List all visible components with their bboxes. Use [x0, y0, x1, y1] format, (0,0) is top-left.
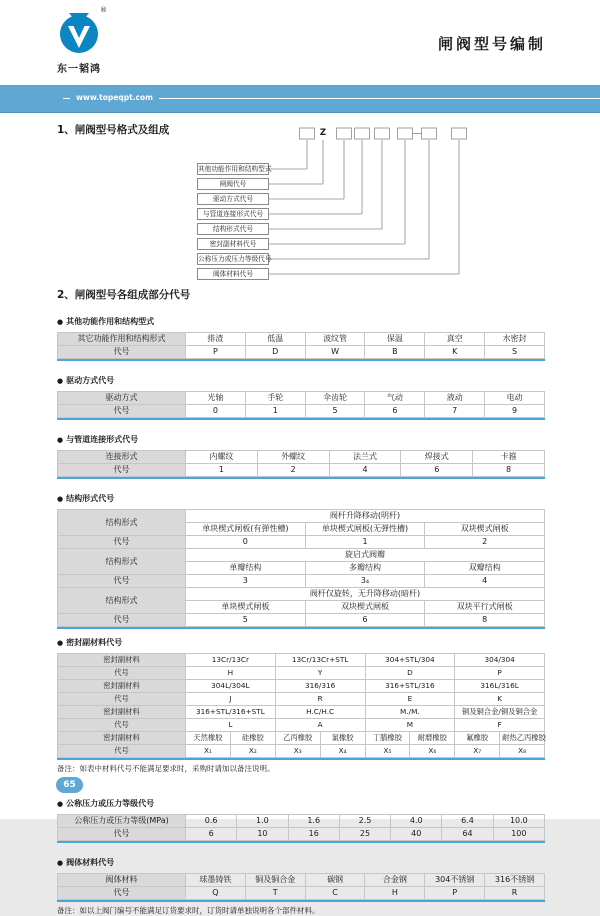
- code-cell: R: [275, 693, 365, 706]
- page-number-badge: 65: [56, 777, 83, 793]
- table-cell: 天然橡胶: [186, 732, 231, 745]
- bullet-label: 密封副材料代号: [66, 638, 123, 647]
- code-cell: 6: [365, 405, 425, 418]
- table-cell: 耐磨橡胶: [410, 732, 455, 745]
- bullet-label: 阀体材料代号: [66, 858, 115, 867]
- diagram-label: 结构形式代号: [197, 223, 269, 235]
- table-cell: 液动: [425, 392, 485, 405]
- table-cell: 氟橡胶: [455, 732, 500, 745]
- table-cell: 316+STL/316+STL: [186, 706, 276, 719]
- code-cell: D: [365, 667, 455, 680]
- code-cell: 0: [186, 405, 246, 418]
- code-cell: 10: [237, 828, 288, 841]
- row-label: 代号: [58, 667, 186, 680]
- table-structure-form: [57, 509, 545, 629]
- code-cell: 3₄: [305, 575, 425, 588]
- row-label: 其它功能作用和结构形式: [58, 333, 186, 346]
- code-cell: 2: [425, 536, 545, 549]
- diagram-label: 密封副材料代号: [197, 238, 269, 250]
- table-cell: 乙丙橡胶: [275, 732, 320, 745]
- code-cell: L: [186, 719, 276, 732]
- table-cell: 4.0: [391, 815, 442, 828]
- code-cell: J: [186, 693, 276, 706]
- code-cell: 1: [245, 405, 305, 418]
- table-cell: 双块楔式闸板: [305, 601, 425, 614]
- bullet-label: 与管道连接形式代号: [66, 435, 139, 444]
- code-cell: Q: [186, 887, 246, 900]
- table-cell: 304L/304L: [186, 680, 276, 693]
- row-label: 代号: [58, 745, 186, 758]
- table-cell: 电动: [485, 392, 545, 405]
- code-cell: 6: [401, 464, 473, 477]
- row-label: 代号: [58, 719, 186, 732]
- table-cell: 304不锈钢: [425, 874, 485, 887]
- code-cell: 3: [186, 575, 306, 588]
- table-cell: 水密封: [485, 333, 545, 346]
- diagram-label: 公称压力或压力等级代号: [198, 255, 272, 263]
- section2-title: 2、闸阀型号各组成部分代号: [57, 289, 191, 301]
- table-cell: 13Cr/13Cr+STL: [275, 654, 365, 667]
- model-position-box: [355, 128, 370, 139]
- code-cell: R: [485, 887, 545, 900]
- brand-name: 东一韬鸿: [57, 64, 101, 75]
- bullet-label: 公称压力或压力等级代号: [66, 799, 155, 808]
- table-cell: 内螺纹: [186, 451, 258, 464]
- row-label: 驱动方式: [58, 392, 186, 405]
- model-position-box: [375, 128, 390, 139]
- row-label: 密封副材料: [58, 654, 186, 667]
- table-cell: 合金钢: [365, 874, 425, 887]
- diagram-label: 其他功能作用和结构型式: [198, 165, 272, 173]
- bullet-icon: ●: [57, 376, 64, 385]
- table-cell: 伞齿轮: [305, 392, 365, 405]
- diagram-label: 阀体材料代号: [197, 268, 269, 280]
- page-title: 闸阀型号编制: [437, 35, 546, 53]
- table-cell: 排渣: [186, 333, 246, 346]
- row-label: 代号: [58, 405, 186, 418]
- table-cell: M./M.: [365, 706, 455, 719]
- table-cell: 硅橡胶: [230, 732, 275, 745]
- table-cell: 316+STL/316: [365, 680, 455, 693]
- code-cell: M: [365, 719, 455, 732]
- row-label: 代号: [58, 693, 186, 706]
- group-header-cell: 阀杆仅旋转，无升降移动(暗杆): [186, 588, 545, 601]
- code-cell: 8: [473, 464, 545, 477]
- bullet-structure: [57, 493, 600, 504]
- row-label: 公称压力或压力等级(MPa): [58, 815, 186, 828]
- group-header-cell: 阀杆升降移动(明杆): [186, 510, 545, 523]
- brand-logo-icon: [56, 7, 102, 57]
- code-cell: B: [365, 346, 425, 359]
- table-cell: 316/316: [275, 680, 365, 693]
- code-cell: W: [305, 346, 365, 359]
- table-connection-form: [57, 450, 545, 479]
- table-cell: 2.5: [339, 815, 390, 828]
- table-cell: 双块平行式闸板: [425, 601, 545, 614]
- row-label: 连接形式: [58, 451, 186, 464]
- table-cell: 10.0: [493, 815, 544, 828]
- bullet-icon: ●: [57, 317, 64, 326]
- diagram-label: 闸阀代号: [197, 178, 269, 190]
- table-cell: 0.6: [186, 815, 237, 828]
- model-position-box: [398, 128, 413, 139]
- row-label: 阀体材料: [58, 874, 186, 887]
- body-table-note: 备注：如以上阀门编号不能满足订货要求时，订货时请单独说明各个部件材料。: [57, 906, 320, 915]
- row-label: 密封副材料: [58, 706, 186, 719]
- bullet-label: 结构形式代号: [66, 494, 115, 503]
- model-position-box: [337, 128, 352, 139]
- row-label: 代号: [58, 575, 186, 588]
- code-cell: X₂: [230, 745, 275, 758]
- table-seal-material: [57, 653, 545, 760]
- model-format-diagram: [0, 113, 600, 285]
- table-cell: 耐热乙丙橡胶: [500, 732, 545, 745]
- code-cell: C: [305, 887, 365, 900]
- table-cell: 多瓣结构: [305, 562, 425, 575]
- model-position-box: [422, 128, 437, 139]
- table-body-material: [57, 873, 545, 902]
- table-cell: 单瓣结构: [186, 562, 306, 575]
- code-cell: K: [455, 693, 545, 706]
- table-other-function: [57, 332, 545, 361]
- code-cell: H: [186, 667, 276, 680]
- group-header-cell: 旋启式阀瓣: [186, 549, 545, 562]
- code-cell: 5: [186, 614, 306, 627]
- table-cell: 单块楔式闸板: [186, 601, 306, 614]
- table-cell: 铜及铜合金: [245, 874, 305, 887]
- bullet-drive: [57, 375, 600, 386]
- diagram-label: 驱动方式代号: [197, 193, 269, 205]
- code-cell: X₈: [500, 745, 545, 758]
- table-cell: 真空: [425, 333, 485, 346]
- bullet-icon: ●: [57, 435, 64, 444]
- table-cell: 铜及铜合金/铜及铜合金: [455, 706, 545, 719]
- section1-title: 1、闸阀型号格式及组成: [57, 124, 170, 136]
- row-label: 代号: [58, 614, 186, 627]
- bullet-pressure: [57, 798, 600, 809]
- code-cell: E: [365, 693, 455, 706]
- table-cell: 保温: [365, 333, 425, 346]
- code-cell: 2: [257, 464, 329, 477]
- website-text: www.topeqpt.com: [70, 93, 159, 103]
- table-cell: H.C/H.C: [275, 706, 365, 719]
- code-cell: 40: [391, 828, 442, 841]
- bullet-icon: ●: [57, 799, 64, 808]
- bullet-icon: ●: [57, 638, 64, 647]
- table-cell: 光轴: [186, 392, 246, 405]
- table-cell: 6.4: [442, 815, 493, 828]
- table-cell: 304+STL/304: [365, 654, 455, 667]
- row-label: 代号: [58, 346, 186, 359]
- table-cell: 低温: [245, 333, 305, 346]
- bullet-connection: [57, 434, 600, 445]
- table-cell: 焊接式: [401, 451, 473, 464]
- table-cell: 氯橡胶: [320, 732, 365, 745]
- code-cell: H: [365, 887, 425, 900]
- table-cell: 1.0: [237, 815, 288, 828]
- code-cell: Y: [275, 667, 365, 680]
- code-cell: 6: [186, 828, 237, 841]
- code-cell: 8: [425, 614, 545, 627]
- table-cell: 双块楔式闸板: [425, 523, 545, 536]
- row-label: 代号: [58, 828, 186, 841]
- table-pressure-class: [57, 814, 545, 843]
- bullet-body-material: [57, 857, 600, 868]
- code-cell: P: [455, 667, 545, 680]
- code-cell: 64: [442, 828, 493, 841]
- table-cell: 单块楔式闸板(有弹性槽): [186, 523, 306, 536]
- row-label: 代号: [58, 536, 186, 549]
- code-cell: K: [425, 346, 485, 359]
- code-cell: S: [485, 346, 545, 359]
- code-cell: 4: [425, 575, 545, 588]
- code-cell: 1: [305, 536, 425, 549]
- code-cell: P: [425, 887, 485, 900]
- table-cell: 316L/316L: [455, 680, 545, 693]
- code-cell: X₇: [455, 745, 500, 758]
- code-cell: D: [245, 346, 305, 359]
- code-cell: 7: [425, 405, 485, 418]
- code-cell: 4: [329, 464, 401, 477]
- code-cell: 16: [288, 828, 339, 841]
- model-position-box: [300, 128, 315, 139]
- code-cell: 6: [305, 614, 425, 627]
- code-cell: 25: [339, 828, 390, 841]
- code-cell: 5: [305, 405, 365, 418]
- bullet-label: 其他功能作用和结构型式: [66, 317, 155, 326]
- bullet-icon: ●: [57, 858, 64, 867]
- diagram-label: 与管道连接形式代号: [197, 208, 269, 220]
- section-model-format: [0, 113, 600, 285]
- table-cell: 手轮: [245, 392, 305, 405]
- table-cell: 316不锈钢: [485, 874, 545, 887]
- table-cell: 卡箍: [473, 451, 545, 464]
- page-header: [0, 0, 600, 85]
- code-cell: T: [245, 887, 305, 900]
- code-cell: X₆: [410, 745, 455, 758]
- table-cell: 双瓣结构: [425, 562, 545, 575]
- code-cell: 9: [485, 405, 545, 418]
- website-band: [0, 85, 600, 113]
- table-cell: 304/304: [455, 654, 545, 667]
- table-cell: 法兰式: [329, 451, 401, 464]
- row-label: 密封副材料: [58, 732, 186, 745]
- row-label: 代号: [58, 464, 186, 477]
- table-cell: 气动: [365, 392, 425, 405]
- code-cell: X₄: [320, 745, 365, 758]
- bullet-seal: [57, 637, 600, 648]
- table-cell: 球墨铸铁: [186, 874, 246, 887]
- row-label: 密封副材料: [58, 680, 186, 693]
- row-label: 结构形式: [58, 549, 186, 575]
- model-position-box: [452, 128, 467, 139]
- row-label: 结构形式: [58, 510, 186, 536]
- table-cell: 1.6: [288, 815, 339, 828]
- code-cell: X₁: [186, 745, 231, 758]
- code-cell: X₃: [275, 745, 320, 758]
- code-cell: P: [186, 346, 246, 359]
- row-label: 代号: [58, 887, 186, 900]
- bullet-icon: ●: [57, 494, 64, 503]
- row-label: 结构形式: [58, 588, 186, 614]
- table-cell: 碳钢: [305, 874, 365, 887]
- code-cell: F: [455, 719, 545, 732]
- bullet-label: 驱动方式代号: [66, 376, 115, 385]
- code-cell: X₅: [365, 745, 410, 758]
- table-cell: 13Cr/13Cr: [186, 654, 276, 667]
- bullet-other-function: [57, 316, 600, 327]
- table-cell: 外螺纹: [257, 451, 329, 464]
- table-cell: 丁腈橡胶: [365, 732, 410, 745]
- code-cell: 100: [493, 828, 544, 841]
- code-cell: 0: [186, 536, 306, 549]
- table-drive-mode: [57, 391, 545, 420]
- table-cell: 波纹管: [305, 333, 365, 346]
- registered-mark: ®: [100, 6, 107, 14]
- table-cell: 单块楔式闸板(无弹性槽): [305, 523, 425, 536]
- code-cell: A: [275, 719, 365, 732]
- valve-letter: Z: [319, 128, 327, 138]
- code-cell: 1: [186, 464, 258, 477]
- seal-table-note: 备注：如表中材料代号不能满足要求时，采购时请加以备注说明。: [57, 764, 275, 773]
